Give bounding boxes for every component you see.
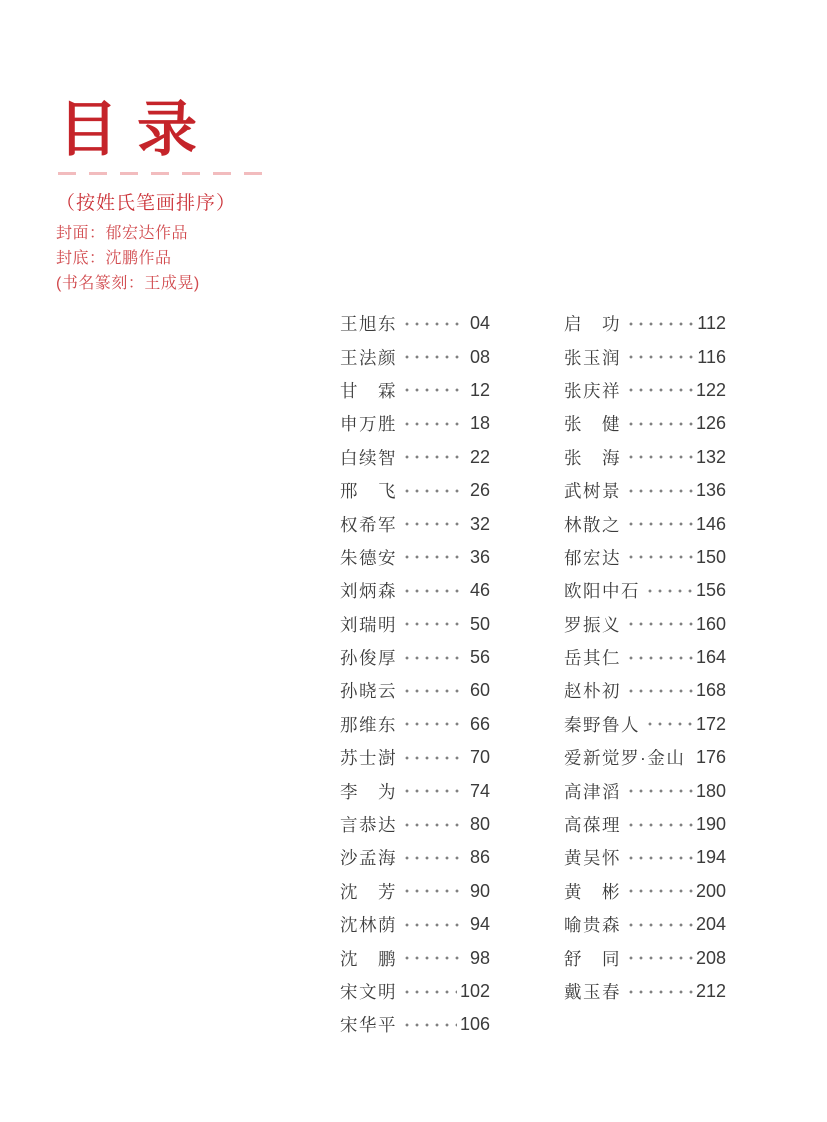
toc-entry bbox=[564, 641, 726, 674]
dot-leader bbox=[402, 774, 463, 807]
dot-leader bbox=[626, 674, 693, 707]
dot-leader bbox=[626, 808, 693, 841]
dot-leader bbox=[402, 1008, 457, 1041]
toc-entry bbox=[564, 474, 726, 507]
toc-entry-page: 60 bbox=[469, 680, 490, 701]
toc-entry bbox=[564, 674, 726, 707]
toc-entry-page: 200 bbox=[695, 880, 726, 901]
toc-entry-page: 146 bbox=[695, 513, 726, 534]
cover-credits bbox=[56, 221, 200, 296]
toc-entry-page: 86 bbox=[469, 847, 490, 868]
toc-column-1 bbox=[340, 307, 490, 1042]
toc-entry bbox=[564, 908, 726, 941]
toc-entry-name: 岳其仁 bbox=[564, 648, 621, 669]
toc-entry bbox=[340, 641, 490, 674]
dot-leader bbox=[626, 374, 693, 407]
dot-leader bbox=[402, 541, 463, 574]
toc-entry-name: 黄吴怀 bbox=[564, 848, 621, 869]
dot-leader bbox=[626, 841, 693, 874]
toc-entry bbox=[564, 407, 726, 440]
seal-credit: (书名篆刻：王成晃) bbox=[56, 275, 200, 292]
toc-entry-page: 132 bbox=[695, 446, 726, 467]
toc-entry-page: 22 bbox=[469, 446, 490, 467]
dot-leader bbox=[402, 307, 463, 340]
toc-entry-name: 孙俊厚 bbox=[340, 648, 397, 669]
toc-entry bbox=[340, 307, 490, 340]
toc-entry-name: 爱新觉罗·金山 bbox=[564, 748, 686, 769]
toc-entry-page: 136 bbox=[695, 480, 726, 501]
dot-leader bbox=[626, 307, 694, 340]
dot-leader bbox=[626, 407, 693, 440]
dot-leader bbox=[402, 507, 463, 540]
toc-entry-page: 32 bbox=[469, 513, 490, 534]
toc-entry-page: 180 bbox=[695, 780, 726, 801]
dot-leader bbox=[402, 574, 463, 607]
dot-leader bbox=[645, 574, 693, 607]
dot-leader bbox=[626, 641, 693, 674]
back-cover-credit: 封底：沈鹏作品 bbox=[56, 250, 172, 267]
toc-entry-page: 106 bbox=[459, 1014, 490, 1035]
dot-leader bbox=[402, 608, 463, 641]
toc-entry-name: 张庆祥 bbox=[564, 380, 621, 401]
toc-entry bbox=[564, 774, 726, 807]
toc-entry bbox=[340, 674, 490, 707]
toc-entry-page: 102 bbox=[459, 981, 490, 1001]
toc-entry-page: 66 bbox=[469, 713, 490, 734]
dot-leader bbox=[626, 340, 694, 373]
toc-entry-name: 林散之 bbox=[564, 514, 621, 535]
toc-entry bbox=[564, 507, 726, 540]
toc-entry-page: 56 bbox=[469, 647, 490, 668]
dot-leader bbox=[626, 441, 693, 474]
toc-entry-name: 欧阳中石 bbox=[564, 581, 640, 602]
toc-entry-name: 张 健 bbox=[564, 414, 621, 435]
toc-entry-page: 212 bbox=[695, 981, 726, 1001]
toc-entry-name: 王旭东 bbox=[340, 314, 397, 335]
toc-entry-page: 12 bbox=[469, 379, 490, 400]
toc-entry bbox=[564, 941, 726, 974]
toc-entry-name: 戴玉春 bbox=[564, 982, 621, 1002]
toc-entry-name: 那维东 bbox=[340, 714, 397, 735]
toc-entry bbox=[564, 608, 726, 641]
dot-leader bbox=[626, 774, 693, 807]
toc-entry-name: 沙孟海 bbox=[340, 848, 397, 869]
toc-entry bbox=[564, 541, 726, 574]
toc-entry-page: 94 bbox=[469, 914, 490, 935]
toc-entry-page: 36 bbox=[469, 546, 490, 567]
dot-leader bbox=[402, 941, 463, 974]
toc-entry bbox=[340, 574, 490, 607]
dot-leader bbox=[626, 507, 693, 540]
toc-entry-name: 赵朴初 bbox=[564, 681, 621, 702]
toc-entry-page: 160 bbox=[695, 613, 726, 634]
dot-leader bbox=[402, 441, 463, 474]
toc-entry bbox=[340, 908, 490, 941]
dot-leader bbox=[402, 374, 463, 407]
toc-entry-name: 郁宏达 bbox=[564, 547, 621, 568]
toc-entry-name: 王法颜 bbox=[340, 347, 397, 368]
toc-entry-page: 74 bbox=[469, 780, 490, 801]
toc-entry bbox=[564, 340, 726, 373]
toc-entry bbox=[340, 875, 490, 908]
toc-entry-name: 朱德安 bbox=[340, 547, 397, 568]
dot-leader bbox=[626, 608, 693, 641]
toc-entry-page: 46 bbox=[469, 580, 490, 601]
dot-leader bbox=[402, 407, 463, 440]
toc-entry bbox=[564, 975, 726, 1008]
toc-entry-page: 112 bbox=[697, 313, 726, 334]
toc-entry bbox=[340, 340, 490, 373]
toc-entry-page: 204 bbox=[695, 914, 726, 935]
toc-entry bbox=[340, 741, 490, 774]
dot-leader bbox=[402, 641, 463, 674]
toc-entry-page: 116 bbox=[697, 346, 726, 367]
toc-entry-name: 张玉润 bbox=[564, 347, 621, 368]
toc-entry bbox=[564, 741, 726, 774]
toc-entry-name: 刘瑞明 bbox=[340, 614, 397, 635]
dot-leader bbox=[402, 708, 463, 741]
toc-entry-page: 172 bbox=[695, 713, 726, 734]
toc-entry-page: 08 bbox=[469, 346, 490, 367]
toc-entry-name: 秦野鲁人 bbox=[564, 714, 640, 735]
toc-entry-page: 164 bbox=[695, 647, 726, 668]
toc-entry bbox=[564, 841, 726, 874]
toc-entry-name: 罗振义 bbox=[564, 614, 621, 635]
toc-entry-page: 190 bbox=[695, 814, 726, 835]
toc-entry bbox=[340, 708, 490, 741]
toc-entry-name: 沈 鹏 bbox=[340, 948, 397, 969]
toc-entry-name: 宋文明 bbox=[340, 982, 397, 1002]
dot-leader bbox=[402, 474, 463, 507]
toc-entry-name: 白续智 bbox=[340, 447, 397, 468]
toc-entry bbox=[340, 808, 490, 841]
toc-entry bbox=[340, 975, 490, 1008]
dot-leader bbox=[402, 908, 463, 941]
toc-entry-page: 122 bbox=[695, 379, 726, 400]
toc-entry-page: 194 bbox=[695, 847, 726, 868]
toc-entry-name: 甘 霖 bbox=[340, 380, 397, 401]
front-cover-credit: 封面：郁宏达作品 bbox=[56, 225, 189, 242]
toc-entry-name: 孙晓云 bbox=[340, 681, 397, 702]
toc-entry bbox=[340, 608, 490, 641]
toc-entry bbox=[340, 941, 490, 974]
toc-entry-name: 申万胜 bbox=[340, 414, 397, 435]
toc-entry bbox=[564, 708, 726, 741]
toc-entry bbox=[340, 441, 490, 474]
toc-entry bbox=[564, 307, 726, 340]
dot-leader bbox=[402, 741, 463, 774]
toc-entry bbox=[340, 507, 490, 540]
toc-entry-page: 98 bbox=[469, 947, 490, 968]
toc-entry bbox=[564, 574, 726, 607]
toc-entry-name: 黄 彬 bbox=[564, 881, 621, 902]
dot-leader bbox=[626, 875, 693, 908]
page-title: 目 录 bbox=[58, 97, 199, 163]
toc-entry-name: 权希军 bbox=[340, 514, 397, 535]
toc-entry-name: 武树景 bbox=[564, 481, 621, 502]
toc-entry bbox=[340, 1008, 490, 1041]
toc-entry-page: 26 bbox=[469, 480, 490, 501]
toc-entry-page: 208 bbox=[695, 947, 726, 968]
toc-entry-name: 沈 芳 bbox=[340, 881, 397, 902]
dot-leader bbox=[626, 541, 693, 574]
toc-entry-name: 沈林荫 bbox=[340, 915, 397, 936]
toc-entry-page: 126 bbox=[695, 413, 726, 434]
dot-leader bbox=[402, 875, 463, 908]
toc-entry-name: 启 功 bbox=[564, 314, 621, 335]
toc-entry-page: 90 bbox=[469, 880, 490, 901]
toc-entry-page: 70 bbox=[469, 747, 490, 768]
toc-entry-name: 李 为 bbox=[340, 781, 397, 802]
toc-entry-name: 张 海 bbox=[564, 447, 621, 468]
dot-leader bbox=[626, 975, 693, 1008]
dot-leader bbox=[626, 474, 693, 507]
sort-note: （按姓氏笔画排序） bbox=[56, 193, 237, 214]
toc-entry-name: 宋华平 bbox=[340, 1015, 397, 1036]
toc-entry-name: 舒 同 bbox=[564, 948, 621, 969]
toc-entry-page: 156 bbox=[695, 580, 726, 601]
toc-entry bbox=[564, 808, 726, 841]
dot-leader bbox=[626, 941, 693, 974]
toc-entry-page: 18 bbox=[469, 413, 490, 434]
toc-entry-name: 言恭达 bbox=[340, 815, 397, 836]
toc-entry bbox=[340, 474, 490, 507]
dot-leader bbox=[402, 975, 457, 1008]
toc-entry bbox=[564, 441, 726, 474]
toc-entry-name: 喻贵森 bbox=[564, 915, 621, 936]
dot-leader bbox=[690, 741, 693, 774]
dot-leader bbox=[402, 808, 463, 841]
toc-entry bbox=[340, 541, 490, 574]
toc-entry-name: 刘炳森 bbox=[340, 581, 397, 602]
dot-leader bbox=[645, 708, 693, 741]
toc-entry-name: 邢 飞 bbox=[340, 481, 397, 502]
toc-entry-page: 80 bbox=[469, 814, 490, 835]
dot-leader bbox=[402, 841, 463, 874]
dot-leader bbox=[626, 908, 693, 941]
toc-entry-page: 168 bbox=[695, 680, 726, 701]
toc-entry bbox=[340, 774, 490, 807]
dot-leader bbox=[402, 674, 463, 707]
toc-entry-page: 50 bbox=[469, 613, 490, 634]
toc-entry bbox=[564, 374, 726, 407]
toc-entry-page: 176 bbox=[695, 747, 726, 768]
toc-column-2 bbox=[564, 307, 726, 1008]
toc-entry bbox=[340, 374, 490, 407]
toc-entry bbox=[564, 875, 726, 908]
toc-entry-page: 150 bbox=[695, 546, 726, 567]
dot-leader bbox=[402, 340, 463, 373]
toc-entry bbox=[340, 407, 490, 440]
title-underline-dashes bbox=[58, 172, 274, 175]
toc-entry-name: 苏士澍 bbox=[340, 748, 397, 769]
toc-entry-name: 高津滔 bbox=[564, 781, 621, 802]
toc-entry-name: 高葆理 bbox=[564, 815, 621, 836]
toc-entry-page: 04 bbox=[469, 313, 490, 334]
toc-entry bbox=[340, 841, 490, 874]
